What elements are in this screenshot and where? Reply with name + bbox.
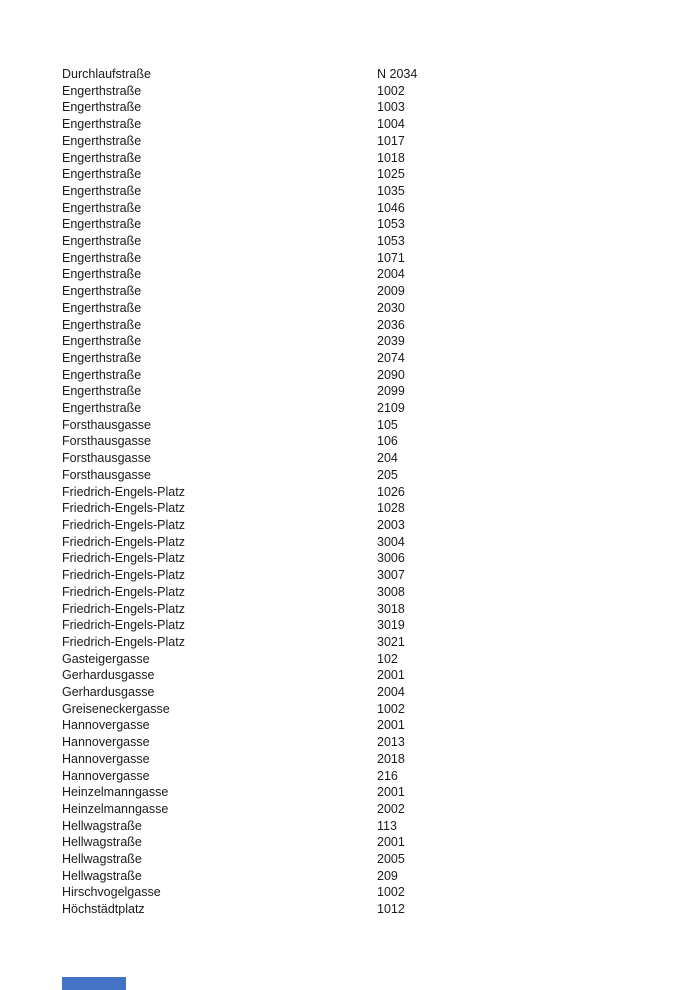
- street-number: 2109: [377, 401, 405, 416]
- street-name: Engerthstraße: [62, 250, 142, 265]
- street-number: 204: [377, 451, 398, 466]
- list-item: [62, 200, 417, 217]
- list-item: [62, 868, 417, 885]
- list-item: [62, 901, 417, 918]
- list-item: [62, 383, 417, 400]
- list-item: [62, 467, 417, 484]
- list-item: [62, 283, 417, 300]
- street-number: 1002: [377, 83, 405, 98]
- street-number: 2002: [377, 801, 405, 816]
- list-item: [62, 183, 417, 200]
- street-name: Engerthstraße: [62, 217, 142, 232]
- list-item: [62, 818, 417, 835]
- list-item: [62, 717, 417, 734]
- street-name: Friedrich-Engels-Platz: [62, 601, 185, 616]
- street-number: 2004: [377, 685, 405, 700]
- street-number: 1028: [377, 501, 405, 516]
- street-number: 2001: [377, 835, 405, 850]
- street-name: Hellwagstraße: [62, 852, 142, 867]
- street-number: 2001: [377, 785, 405, 800]
- list-item: [62, 66, 417, 83]
- street-number: 2074: [377, 350, 405, 365]
- list-item: [62, 417, 417, 434]
- list-item: [62, 484, 417, 501]
- list-item: [62, 166, 417, 183]
- list-item: [62, 884, 417, 901]
- street-number: 2005: [377, 852, 405, 867]
- list-item: [62, 517, 417, 534]
- street-number: 1053: [377, 234, 405, 249]
- street-name: Engerthstraße: [62, 267, 142, 282]
- list-item: [62, 250, 417, 267]
- list-item: [62, 851, 417, 868]
- list-item: [62, 317, 417, 334]
- street-number: 2009: [377, 284, 405, 299]
- list-item: [62, 266, 417, 283]
- street-name: Hannovergasse: [62, 768, 150, 783]
- street-number: 2090: [377, 367, 405, 382]
- list-item: [62, 634, 417, 651]
- street-number: 1002: [377, 885, 405, 900]
- list-item: [62, 584, 417, 601]
- street-number: 1035: [377, 183, 405, 198]
- street-name: Friedrich-Engels-Platz: [62, 501, 185, 516]
- list-item: [62, 651, 417, 668]
- street-number: 3019: [377, 618, 405, 633]
- street-number: 1053: [377, 217, 405, 232]
- list-item: [62, 801, 417, 818]
- street-number: 1002: [377, 701, 405, 716]
- street-name: Forsthausgasse: [62, 434, 151, 449]
- street-name: Engerthstraße: [62, 150, 142, 165]
- street-name: Engerthstraße: [62, 334, 142, 349]
- street-name: Heinzelmanngasse: [62, 801, 169, 816]
- street-name: Engerthstraße: [62, 284, 142, 299]
- street-number: 3018: [377, 601, 405, 616]
- street-number: 1071: [377, 250, 405, 265]
- list-item: [62, 500, 417, 517]
- street-name: Hannovergasse: [62, 751, 150, 766]
- street-name: Engerthstraße: [62, 367, 142, 382]
- street-name: Höchstädtplatz: [62, 902, 145, 917]
- list-item: [62, 300, 417, 317]
- street-name: Hannovergasse: [62, 718, 150, 733]
- street-name: Hellwagstraße: [62, 835, 142, 850]
- street-number: 106: [377, 434, 398, 449]
- list-item: [62, 233, 417, 250]
- street-number: 1012: [377, 902, 405, 917]
- street-number: 1017: [377, 133, 405, 148]
- street-number: 2001: [377, 668, 405, 683]
- street-name: Forsthausgasse: [62, 417, 151, 432]
- street-name: Gerhardusgasse: [62, 685, 155, 700]
- list-item: [62, 333, 417, 350]
- street-name: Engerthstraße: [62, 350, 142, 365]
- street-number-list: [62, 66, 417, 918]
- street-number: 216: [377, 768, 398, 783]
- street-name: Friedrich-Engels-Platz: [62, 568, 185, 583]
- list-item: [62, 83, 417, 100]
- street-name: Engerthstraße: [62, 200, 142, 215]
- street-number: 102: [377, 651, 398, 666]
- street-name: Forsthausgasse: [62, 467, 151, 482]
- partial-blue-element: [62, 977, 126, 990]
- street-name: Greiseneckergasse: [62, 701, 170, 716]
- street-name: Friedrich-Engels-Platz: [62, 517, 185, 532]
- list-item: [62, 216, 417, 233]
- list-item: [62, 534, 417, 551]
- street-number: 3004: [377, 534, 405, 549]
- street-number: 2001: [377, 718, 405, 733]
- street-name: Engerthstraße: [62, 83, 142, 98]
- street-number: 1018: [377, 150, 405, 165]
- street-number: 2036: [377, 317, 405, 332]
- street-name: Engerthstraße: [62, 317, 142, 332]
- street-name: Engerthstraße: [62, 183, 142, 198]
- street-number: 113: [377, 818, 397, 833]
- street-name: Engerthstraße: [62, 401, 142, 416]
- street-number: 2099: [377, 384, 405, 399]
- street-name: Hannovergasse: [62, 735, 150, 750]
- street-number: 3007: [377, 568, 405, 583]
- street-number: 209: [377, 868, 398, 883]
- list-item: [62, 768, 417, 785]
- street-number: 2013: [377, 735, 405, 750]
- list-item: [62, 350, 417, 367]
- list-item: [62, 784, 417, 801]
- street-number: 105: [377, 417, 398, 432]
- street-name: Engerthstraße: [62, 100, 142, 115]
- list-item: [62, 99, 417, 116]
- list-item: [62, 450, 417, 467]
- street-name: Engerthstraße: [62, 234, 142, 249]
- street-number: N 2034: [377, 67, 418, 81]
- street-name: Friedrich-Engels-Platz: [62, 634, 185, 649]
- list-item: [62, 150, 417, 167]
- list-item: [62, 701, 417, 718]
- street-number: 2003: [377, 517, 405, 532]
- list-item: [62, 116, 417, 133]
- street-number: 2030: [377, 300, 405, 315]
- street-number: 1004: [377, 117, 405, 132]
- list-item: [62, 667, 417, 684]
- street-name: Hellwagstraße: [62, 868, 142, 883]
- street-number: 2039: [377, 334, 405, 349]
- street-number: 1003: [377, 100, 405, 115]
- street-name: Hirschvogelgasse: [62, 885, 161, 900]
- list-item: [62, 751, 417, 768]
- street-name: Friedrich-Engels-Platz: [62, 584, 185, 599]
- street-name: Engerthstraße: [62, 167, 142, 182]
- list-item: [62, 433, 417, 450]
- street-name: Engerthstraße: [62, 300, 142, 315]
- list-item: [62, 734, 417, 751]
- list-item: [62, 601, 417, 618]
- street-name: Forsthausgasse: [62, 451, 151, 466]
- street-number: 2004: [377, 267, 405, 282]
- list-item: [62, 617, 417, 634]
- street-number: 205: [377, 467, 398, 482]
- street-name: Friedrich-Engels-Platz: [62, 534, 185, 549]
- street-name: Engerthstraße: [62, 117, 142, 132]
- list-item: [62, 550, 417, 567]
- list-item: [62, 400, 417, 417]
- street-name: Friedrich-Engels-Platz: [62, 618, 185, 633]
- street-number: 1025: [377, 167, 405, 182]
- list-item: [62, 133, 417, 150]
- street-name: Friedrich-Engels-Platz: [62, 551, 185, 566]
- street-number: 3021: [377, 634, 405, 649]
- street-number: 1046: [377, 200, 405, 215]
- street-number: 3006: [377, 551, 405, 566]
- list-item: [62, 367, 417, 384]
- street-number: 3008: [377, 584, 405, 599]
- street-name: Hellwagstraße: [62, 818, 142, 833]
- street-name: Gerhardusgasse: [62, 668, 155, 683]
- street-name: Engerthstraße: [62, 133, 142, 148]
- list-item: [62, 684, 417, 701]
- street-name: Gasteigergasse: [62, 651, 150, 666]
- list-item: [62, 834, 417, 851]
- street-name: Friedrich-Engels-Platz: [62, 484, 185, 499]
- street-name: Engerthstraße: [62, 384, 142, 399]
- street-number: 2018: [377, 751, 405, 766]
- street-name: Durchlaufstraße: [62, 67, 151, 81]
- street-number: 1026: [377, 484, 405, 499]
- list-item: [62, 567, 417, 584]
- street-name: Heinzelmanngasse: [62, 785, 169, 800]
